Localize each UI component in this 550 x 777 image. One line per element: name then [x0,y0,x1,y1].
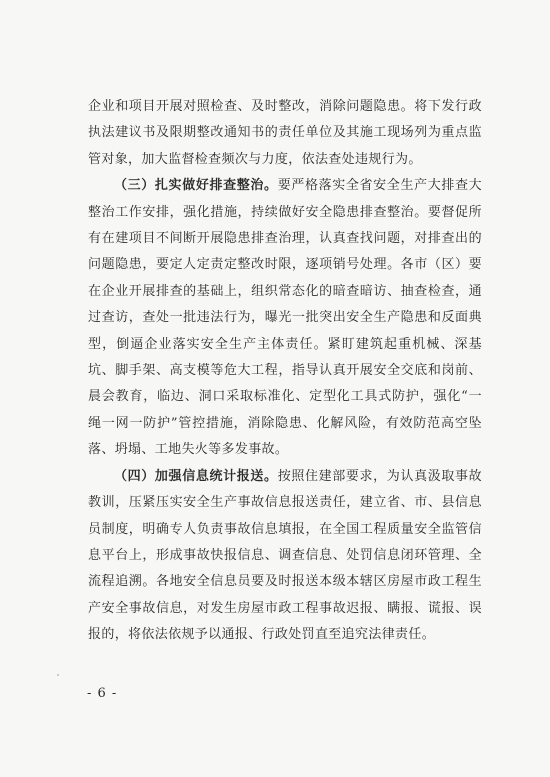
paragraph-continuation [88,94,482,173]
section-4-heading: （四）加强信息统计报送。 [114,468,278,484]
section-3-text: 要严格落实全省安全生产大排查大整治工作安排，强化措施，持续做好安全隐患排查整治。要督促所有在建项目不间断开展隐患排查治理，认真查找问题，对排查出的问题隐患，要定人定责定整改时限，逐项销号处理。各市（区）要在企业开展排查的基础上，组织常态化的暗查暗访、抽查检查，通过查访，查处一批违法行为，曝光一批突出安全生产隐患和反面典型，倒逼企业落实安全生产主体责任。紧盯建筑起重机械、深基坑、脚手架、高支模等危大工程，指导认真开展安全交底和岗前、晨会教育，临边、洞口采取标准化、定型化工具式防护，强化“一绳一网一防护”管控措施，消除隐患、化解风险，有效防范高空坠落、坍塌、工地失火等多发事故。 [88,178,482,458]
paragraph-text: 企业和项目开展对照检查、及时整改，消除问题隐患。将下发行政执法建议书及限期整改通知书的责任单位及其施工现场列为重点监管对象，加大监督检查频次与力度，依法查处违规行为。 [88,99,482,167]
scan-dot [57,674,59,676]
section-3-heading: （三）扎实做好排查整治。 [114,178,278,194]
paragraph-section-4 [88,464,482,649]
paragraph-section-3 [88,173,482,463]
page-number: - 6 - [87,686,118,701]
section-4-text: 按照住建部要求，为认真汲取事故教训，压紧压实安全生产事故信息报送责任，建立省、市、县信息员制度，明确专人负责事故信息填报，在全国工程质量安全监管信息平台上，形成事故快报信息、调查信息、处罚信息闭环管理、全流程追溯。各地安全信息员要及时报送本级本辖区房屋市政工程生产安全事故信息，对发生房屋市政工程事故迟报、瞒报、谎报、误报的，将依法依规予以通报、行政处罚直至追究法律责任。 [88,468,482,643]
document-body [88,94,482,649]
